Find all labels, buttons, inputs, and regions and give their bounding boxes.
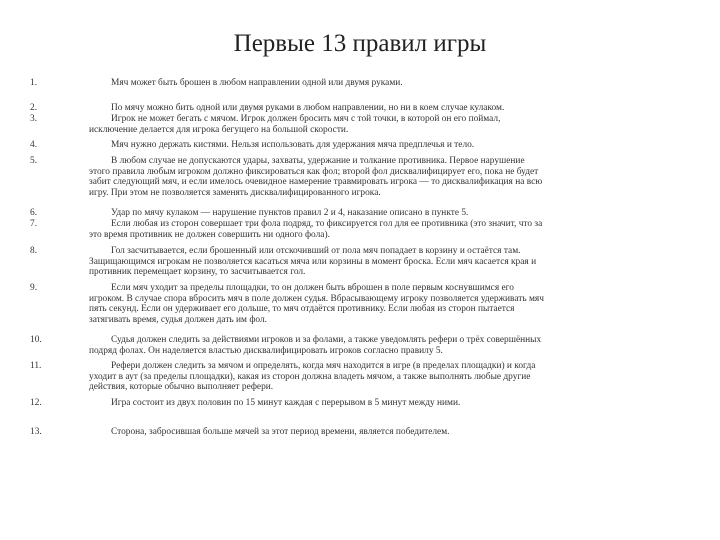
rule-number: 7. (30, 219, 38, 229)
rule-text-line: исключение делается для игрока бегущего на большой скорости. (89, 124, 349, 135)
rule-text-line: это время противник не должен совершить ни одного фола). (89, 229, 330, 240)
rule-number: 10. (30, 335, 42, 345)
rule-text (89, 427, 689, 438)
rule-number: 12. (30, 398, 42, 408)
rule-text (89, 78, 689, 89)
rule-text-line: Мяч может быть брошен в любом направлении одной или двумя руками. (111, 78, 403, 88)
rule-number: 1. (30, 78, 38, 88)
rule-text-line: уходит в аут (за пределы площадки), какая из сторон должна владеть мячом, а также выполнять любые другие (89, 371, 531, 382)
rule-text-line: По мячу можно бить одной или двумя руками в любом направлении, но ни в коем случае кулаком. (111, 103, 505, 113)
rule-text-line: Если любая из сторон совершает три фола подряд, то фиксируется гол для ее противника (это значит, что за (111, 219, 543, 229)
rule-text (89, 283, 689, 325)
rule-number: 6. (30, 208, 38, 218)
rule-text (89, 361, 689, 393)
rule-text-line: Игра состоит из двух половин по 15 минут каждая с перерывом в 5 минут между ними. (111, 398, 461, 408)
rule-text-line: этого правила любым игроком должно фиксироваться как фол; второй фол дисквалифицирует его, пока не будет (89, 166, 539, 177)
rule-text-line: игру. При этом не позволяется заменять дисквалифицированного игрока. (89, 187, 381, 198)
rule-text (89, 398, 689, 409)
rule-text-line: Сторона, забросившая больше мячей за этот период времени, является победителем. (111, 427, 450, 437)
rule-text-line: Если мяч уходит за пределы площадки, то он должен быть вброшен в поле первым коснувшимся его (111, 283, 514, 293)
rule-number: 13. (30, 427, 42, 437)
rule-number: 11. (30, 361, 42, 371)
rule-text-line: игроком. В случае спора вбросить мяч в поле должен судья. Вбрасывающему игроку позволяется удерживать мяч (89, 293, 544, 304)
rule-number: 8. (30, 246, 38, 256)
rule-text-line: пять секунд. Если он удерживает его дольше, то мяч отдаётся противнику. Если любая из сторон пытается (89, 304, 515, 315)
rule-text (89, 208, 689, 219)
rule-text-line: Мяч нужно держать кистями. Нельзя использовать для удержания мяча предплечья и тело. (111, 140, 475, 150)
rule-text-line: действия, которые обычно выполняет рефери. (89, 382, 274, 393)
rule-text (89, 219, 689, 240)
rule-text-line: Рефери должен следить за мячом и определять, когда мяч находится в игре (в пределах площадки) и когда (111, 361, 536, 371)
rule-text-line: Защищающимся игрокам не позволяется касаться мяча или корзины в момент броска. Если мяч касается края и (89, 256, 537, 267)
rule-text-line: забит следующий мяч, и если имелось очевидное намерение травмировать игрока — то дисквалификация на всю (89, 177, 543, 188)
rule-number: 5. (30, 156, 38, 166)
rule-text (89, 156, 689, 198)
rule-text-line: В любом случае не допускаются удары, захваты, удержание и толкание противника. Первое нарушение (111, 156, 525, 166)
rule-number: 4. (30, 140, 38, 150)
rule-text (89, 114, 689, 135)
rule-text-line: Игрок не может бегать с мячом. Игрок должен бросить мяч с той точки, в которой он его поймал, (111, 114, 501, 124)
rule-text-line: затягивать время, судья должен дать им фол. (89, 314, 267, 325)
page-title: Первые 13 правил игры (233, 30, 487, 57)
rule-text-line: Гол засчитывается, если брошенный или отскочивший от пола мяч попадает в корзину и остаётся там. (111, 246, 521, 256)
rule-text-line: Судья должен следить за действиями игроков и за фолами, а также уведомлять рефери о трёх совершённых (111, 335, 542, 345)
rule-text-line: противник перемещает корзину, то засчитывается гол. (89, 267, 306, 278)
rule-text (89, 335, 689, 356)
rule-text-line: Удар по мячу кулаком — нарушение пунктов правил 2 и 4, наказание описано в пункте 5. (111, 208, 469, 218)
rule-number: 2. (30, 103, 38, 113)
rule-text (89, 140, 689, 151)
rule-number: 9. (30, 283, 38, 293)
rule-text-line: подряд фолах. Он наделяется властью дисквалифицировать игроков согласно правилу 5. (89, 345, 443, 356)
rule-text (89, 246, 689, 278)
rule-text (89, 103, 689, 114)
rule-number: 3. (30, 114, 38, 124)
